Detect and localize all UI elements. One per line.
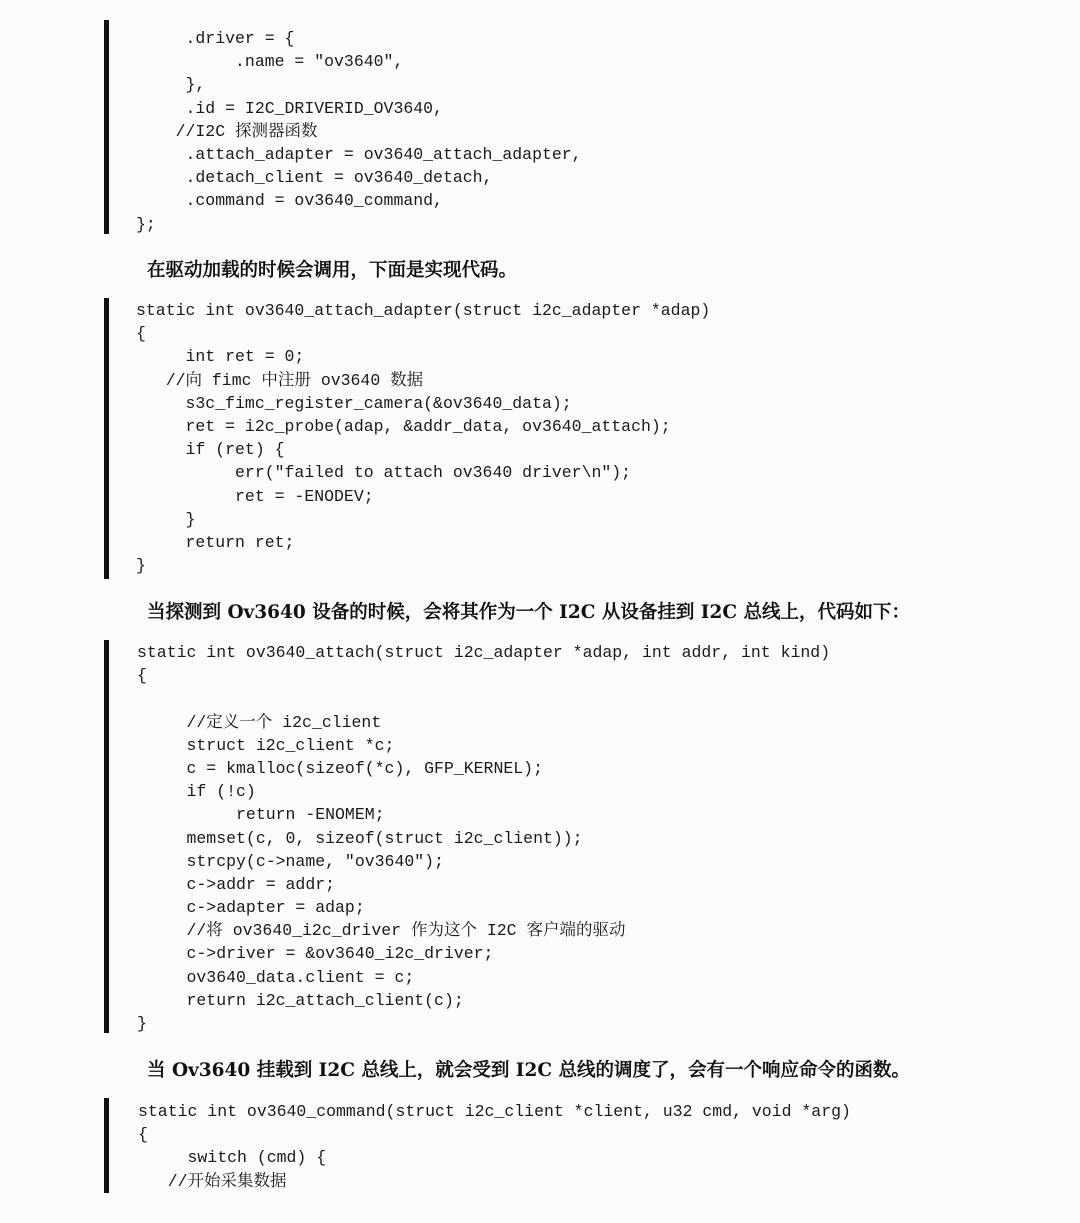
code-line: { [136, 324, 146, 344]
code-line: .driver = { [136, 29, 295, 48]
code-line: ret = -ENODEV; [136, 486, 374, 506]
code-line: }; [136, 214, 156, 234]
code-line [137, 687, 830, 710]
code-line: } [137, 1014, 147, 1033]
code-line: int ret = 0; [136, 347, 305, 367]
code-block-command [138, 1100, 851, 1193]
code-block-bar [104, 20, 109, 234]
code-line: //开始采集数据 [138, 1171, 287, 1191]
code-line: ov3640_data.client = c; [137, 967, 415, 987]
code-block-bar [104, 640, 109, 1033]
code-line: switch (cmd) { [138, 1148, 327, 1168]
code-line: static int ov3640_attach_adapter(struct i2c_adapter *adap) [136, 301, 711, 320]
code-line: return -ENOMEM; [137, 805, 385, 825]
code-line: strcpy(c->name, "ov3640"); [137, 851, 444, 871]
code-line: } [136, 556, 146, 576]
code-line: } [136, 509, 196, 529]
paragraph-1: 在驱动加载的时候会调用，下面是实现代码。 [147, 260, 518, 281]
code-line: .attach_adapter = ov3640_attach_adapter, [136, 144, 582, 164]
paragraph-2: 当探测到 Ov3640 设备的时候，会将其作为一个 I2C 从设备挂到 I2C 总线上，代码如下： [147, 602, 911, 623]
code-line: s3c_fimc_register_camera(&ov3640_data); [136, 393, 572, 413]
code-line: c = kmalloc(sizeof(*c), GFP_KERNEL); [137, 758, 543, 778]
code-block-driver-struct [136, 27, 582, 236]
code-block-attach-adapter [136, 299, 710, 577]
code-line: if (ret) { [136, 440, 285, 460]
code-line: static int ov3640_command(struct i2c_client *client, u32 cmd, void *arg) [138, 1102, 851, 1121]
code-line: err("failed to attach ov3640 driver\n"); [136, 463, 632, 483]
code-block-attach [137, 641, 830, 1035]
code-line: //向 fimc 中注册 ov3640 数据 [136, 370, 424, 390]
code-block-bar [104, 298, 109, 579]
code-line: c->driver = &ov3640_i2c_driver; [137, 944, 494, 964]
code-line: return ret; [136, 532, 295, 552]
code-line: return i2c_attach_client(c); [137, 990, 464, 1010]
code-line: struct i2c_client *c; [137, 735, 395, 755]
code-line: ret = i2c_probe(adap, &addr_data, ov3640_attach); [136, 416, 671, 436]
code-block-bar [104, 1098, 109, 1193]
code-line: { [137, 666, 147, 686]
code-line: if (!c) [137, 782, 256, 802]
code-line: { [138, 1125, 148, 1145]
code-line: static int ov3640_attach(struct i2c_adapter *adap, int addr, int kind) [137, 643, 831, 662]
paragraph-3: 当 Ov3640 挂载到 I2C 总线上，就会受到 I2C 总线的调度了，会有一个响应命令的函数。 [147, 1060, 911, 1081]
code-line: .detach_client = ov3640_detach, [136, 168, 493, 188]
code-line: }, [136, 75, 206, 95]
code-line: .command = ov3640_command, [136, 191, 443, 211]
code-line: memset(c, 0, sizeof(struct i2c_client)); [137, 828, 583, 848]
code-line: .name = "ov3640", [136, 52, 404, 72]
code-line: //将 ov3640_i2c_driver 作为这个 I2C 客户端的驱动 [137, 921, 626, 941]
code-line: //I2C 探测器函数 [136, 121, 318, 141]
code-line: //定义一个 i2c_client [137, 712, 382, 732]
code-line: c->adapter = adap; [137, 898, 365, 918]
code-line: c->addr = addr; [137, 874, 336, 894]
code-line: .id = I2C_DRIVERID_OV3640, [136, 98, 443, 118]
